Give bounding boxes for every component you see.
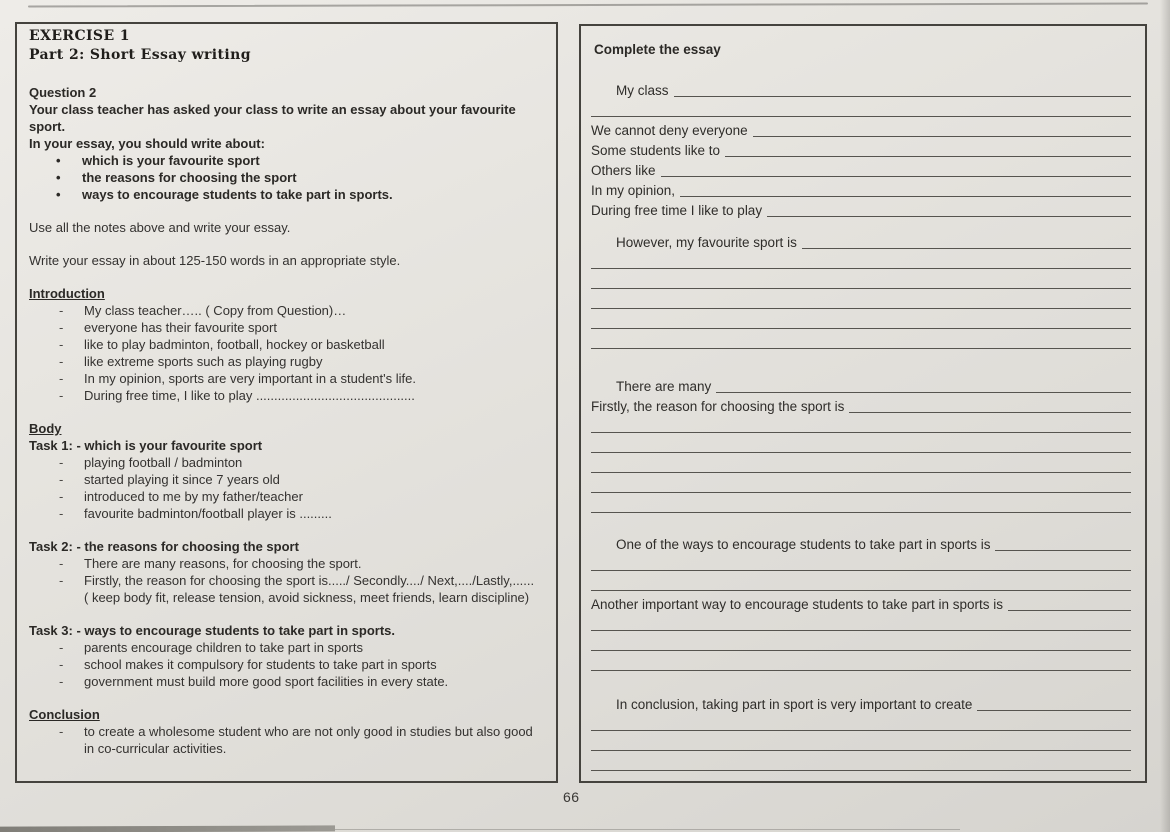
question-block [29, 84, 546, 203]
essay-prompt-text: In my opinion, [591, 183, 676, 198]
essay-prompt-text: Others like [591, 163, 656, 178]
blank-writing-line [1008, 610, 1131, 611]
essay-prompt-line [591, 179, 1131, 199]
essay-prompt-line [591, 139, 1131, 159]
essay-prompt-line [591, 593, 1131, 613]
essay-prompt-line [591, 395, 1131, 415]
note-item [29, 471, 546, 488]
blank-writing-line [802, 248, 1131, 249]
essay-panel [579, 24, 1147, 783]
note-item [29, 639, 546, 656]
note-item-text: - parents encourage children to take part in sports [84, 640, 363, 655]
essay-prompt-line [591, 159, 1131, 179]
note-item-continuation: ( keep body fit, release tension, avoid sickness, meet friends, learn discipline) [84, 590, 530, 605]
blank-writing-line [591, 570, 1131, 571]
part-title: Part 2: Short Essay writing [29, 47, 251, 63]
spacer [29, 522, 546, 538]
blank-writing-line [591, 730, 1131, 731]
blank-writing-line [995, 550, 1131, 551]
essay-blank-line [591, 573, 1131, 593]
essay-prompt-text: Firstly, the reason for choosing the sport is [591, 399, 845, 414]
essay-prompt-text: One of the ways to encourage students to take part in sports is [616, 537, 991, 552]
essay-blank-line [591, 311, 1131, 331]
blank-writing-line [591, 650, 1131, 651]
blank-writing-line [591, 770, 1131, 771]
spacer [591, 673, 1131, 693]
essay-blank-line [591, 251, 1131, 271]
note-item [29, 454, 546, 471]
question-text-line2: In your essay, you should write about: [29, 136, 265, 151]
essay-blank-line [591, 613, 1131, 633]
question-bullet-text: • which is your favourite sport [82, 153, 260, 168]
question-bullet [29, 186, 546, 203]
note-item-text: - During free time, I like to play ............................................ [84, 388, 415, 403]
note-item [29, 353, 546, 370]
spacer [29, 236, 546, 252]
essay-blank-line [591, 653, 1131, 673]
spacer [591, 515, 1131, 533]
essay-prompt-text: In conclusion, taking part in sport is very important to create [616, 697, 973, 712]
blank-writing-line [591, 328, 1131, 329]
blank-writing-line [767, 216, 1131, 217]
note-item-text: - school makes it compulsory for students to take part in sports [84, 657, 437, 672]
essay-blank-line [591, 435, 1131, 455]
note-item-text: - like to play badminton, football, hockey or basketball [84, 337, 385, 352]
essay-lines [591, 79, 1131, 773]
note-item [29, 319, 546, 336]
page-number: 66 [563, 789, 580, 805]
essay-prompt-text: My class [616, 83, 669, 98]
essay-panel-title: Complete the essay [594, 42, 721, 57]
essay-prompt-text: However, my favourite sport is [616, 235, 797, 250]
blank-writing-line [591, 590, 1131, 591]
blank-writing-line [591, 288, 1131, 289]
note-item [29, 555, 546, 572]
blank-writing-line [591, 630, 1131, 631]
essay-blank-line [591, 455, 1131, 475]
blank-writing-line [591, 452, 1131, 453]
essay-prompt-line [591, 119, 1131, 139]
essay-prompt-text: Some students like to [591, 143, 721, 158]
essay-blank-line [591, 633, 1131, 653]
section-heading: Body [29, 421, 62, 436]
section-heading: Introduction [29, 286, 105, 301]
blank-writing-line [716, 392, 1131, 393]
blank-writing-line [661, 176, 1131, 177]
spacer [29, 606, 546, 622]
note-item [29, 572, 546, 589]
essay-blank-line [591, 733, 1131, 753]
question-bullet-text: • the reasons for choosing the sport [82, 170, 297, 185]
note-item [29, 656, 546, 673]
question-bullet-list [29, 152, 546, 203]
blank-writing-line [591, 472, 1131, 473]
essay-blank-line [591, 495, 1131, 515]
essay-blank-line [591, 99, 1131, 119]
essay-blank-line [591, 713, 1131, 733]
task-heading: Task 2: - the reasons for choosing the sport [29, 539, 299, 554]
note-item-text: - favourite badminton/football player is ......... [84, 506, 332, 521]
instructions-panel [15, 22, 558, 783]
essay-prompt-line [591, 79, 1131, 99]
blank-writing-line [680, 196, 1131, 197]
question-number: Question 2 [29, 85, 97, 100]
essay-prompt-text: There are many [616, 379, 712, 394]
scan-artifact-bottom-strip [0, 825, 335, 832]
essay-blank-line [591, 753, 1131, 773]
instruction-text: Use all the notes above and write your essay. [29, 220, 291, 235]
notes-outline [29, 219, 546, 757]
essay-prompt-line [591, 693, 1131, 713]
essay-prompt-text: Another important way to encourage students to take part in sports is [591, 597, 1003, 612]
blank-writing-line [591, 116, 1131, 117]
scan-artifact-top-line [28, 3, 1148, 8]
blank-writing-line [591, 432, 1131, 433]
note-item [29, 302, 546, 319]
section-heading: Conclusion [29, 707, 100, 722]
note-item [29, 723, 546, 757]
question-text-line1: Your class teacher has asked your class to write an essay about your favourite sport. [29, 102, 516, 134]
note-item-text: - introduced to me by my father/teacher [84, 489, 303, 504]
blank-writing-line [591, 492, 1131, 493]
essay-blank-line [591, 291, 1131, 311]
essay-prompt-line [591, 231, 1131, 251]
note-item-text: - playing football / badminton [84, 455, 243, 470]
blank-writing-line [591, 512, 1131, 513]
essay-blank-line [591, 331, 1131, 351]
note-item-text: - like extreme sports such as playing rugby [84, 354, 323, 369]
spacer [591, 351, 1131, 375]
essay-prompt-line [591, 375, 1131, 395]
note-item-text: - Firstly, the reason for choosing the sport is...../ Secondly..../ Next,..../Lastly,...... [84, 573, 535, 588]
blank-writing-line [753, 136, 1131, 137]
note-item-text: - to create a wholesome student who are not only good in studies but also good in co-curricular activities. [84, 724, 533, 756]
instruction-text: Write your essay in about 125-150 words in an appropriate style. [29, 253, 401, 268]
note-item [29, 488, 546, 505]
blank-writing-line [591, 348, 1131, 349]
blank-writing-line [725, 156, 1131, 157]
essay-blank-line [591, 415, 1131, 435]
question-bullet [29, 152, 546, 169]
exercise-title: EXERCISE 1 [29, 28, 130, 44]
note-item [29, 336, 546, 353]
essay-prompt-text: During free time I like to play [591, 203, 763, 218]
spacer [29, 690, 546, 706]
blank-writing-line [591, 750, 1131, 751]
scan-artifact-bottom-line [335, 829, 960, 830]
blank-writing-line [591, 268, 1131, 269]
essay-blank-line [591, 475, 1131, 495]
question-bullet [29, 169, 546, 186]
blank-writing-line [591, 670, 1131, 671]
task-heading: Task 3: - ways to encourage students to take part in sports. [29, 623, 396, 638]
spacer [591, 219, 1131, 231]
note-item [29, 387, 546, 404]
scan-artifact-right-edge [1160, 0, 1170, 832]
note-item [29, 673, 546, 690]
essay-prompt-line [591, 533, 1131, 553]
question-bullet-text: • ways to encourage students to take part in sports. [82, 187, 393, 202]
note-item [29, 370, 546, 387]
spacer [29, 404, 546, 420]
note-item-text: - There are many reasons, for choosing the sport. [84, 556, 362, 571]
note-item [29, 505, 546, 522]
spacer [29, 203, 546, 219]
note-item-text: - started playing it since 7 years old [84, 472, 280, 487]
essay-blank-line [591, 553, 1131, 573]
spacer [29, 269, 546, 285]
task-heading: Task 1: - which is your favourite sport [29, 438, 263, 453]
blank-writing-line [977, 710, 1131, 711]
blank-writing-line [591, 308, 1131, 309]
blank-writing-line [674, 96, 1131, 97]
essay-prompt-line [591, 199, 1131, 219]
essay-prompt-text: We cannot deny everyone [591, 123, 748, 138]
essay-blank-line [591, 271, 1131, 291]
note-item-text: - My class teacher….. ( Copy from Question)… [84, 303, 347, 318]
note-item-text: - everyone has their favourite sport [84, 320, 277, 335]
blank-writing-line [849, 412, 1131, 413]
note-item-text: - government must build more good sport facilities in every state. [84, 674, 449, 689]
note-item-text: - In my opinion, sports are very important in a student's life. [84, 371, 416, 386]
